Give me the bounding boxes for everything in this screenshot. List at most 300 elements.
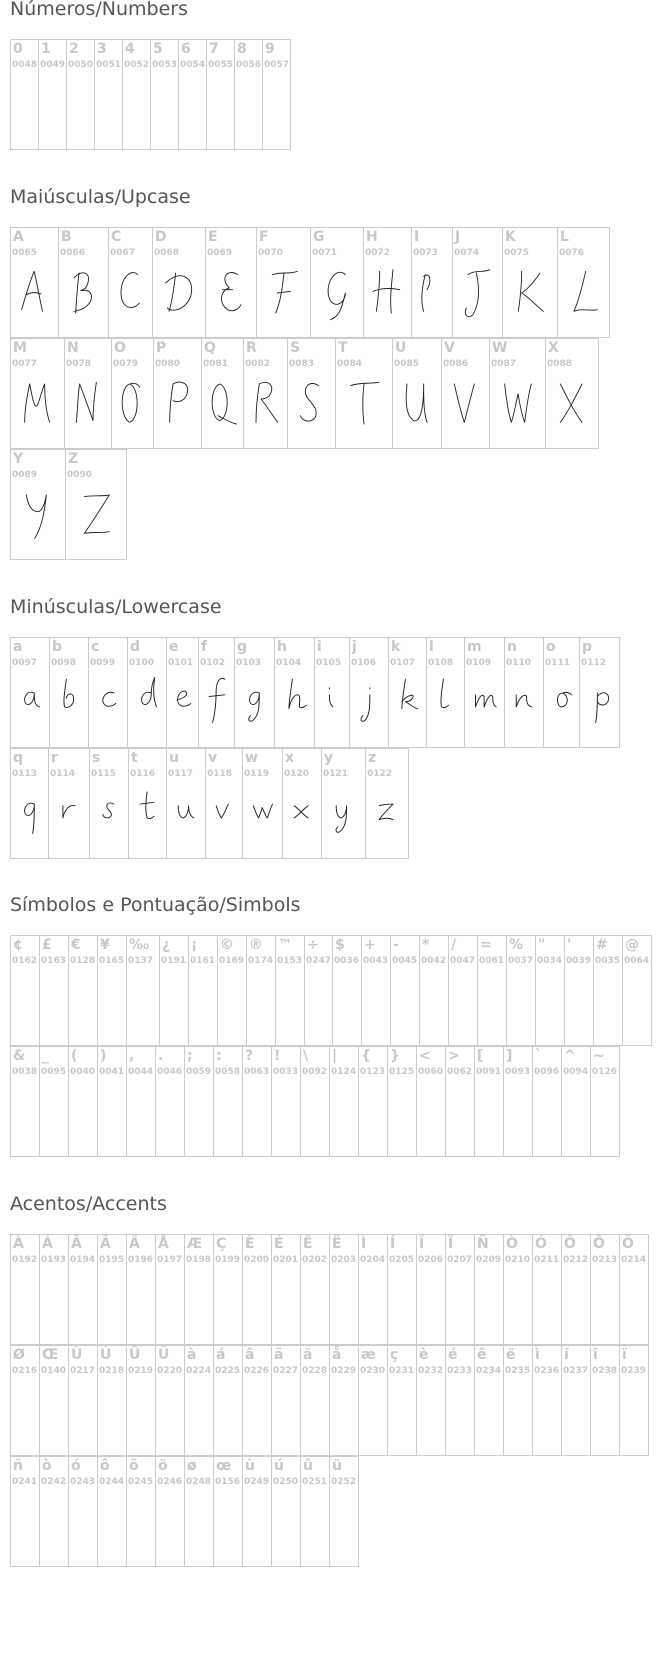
glyph-cell [256, 227, 311, 338]
glyph-cell [287, 338, 336, 449]
character-label: À [13, 1236, 24, 1252]
glyph-cell [150, 39, 179, 150]
script-glyph-sample [167, 674, 198, 740]
character-code: 0156 [215, 1477, 241, 1487]
character-code: 0220 [157, 1366, 183, 1376]
script-glyph-sample [11, 264, 58, 330]
script-glyph-sample [11, 674, 49, 740]
glyph-cell [242, 748, 283, 859]
character-label: x [285, 750, 295, 766]
glyph-cell [127, 637, 167, 748]
glyph-cell [234, 637, 275, 748]
character-label: Ì [361, 1236, 367, 1252]
glyph-cell [159, 935, 189, 1046]
section-title-numbers: Números/Numbers [10, 0, 188, 20]
character-code: 0055 [208, 60, 234, 70]
character-label: Ú [100, 1347, 112, 1363]
glyph-cell [94, 39, 123, 150]
glyph-cell [97, 1456, 127, 1567]
glyph-cell [335, 338, 393, 449]
character-label: Y [13, 451, 24, 467]
glyph-cell [300, 1345, 330, 1456]
character-code: 0192 [12, 1255, 38, 1265]
script-glyph-sample [257, 264, 310, 330]
character-code: 0048 [12, 60, 38, 70]
character-code: 0092 [302, 1067, 328, 1077]
character-code: 0057 [264, 60, 290, 70]
glyph-cell [332, 935, 362, 1046]
character-code: 0062 [447, 1067, 473, 1077]
character-label: ÷ [307, 937, 319, 953]
character-label: & [13, 1048, 26, 1064]
script-glyph-sample [11, 785, 48, 851]
character-label: ( [71, 1048, 78, 1064]
character-label: l [429, 639, 434, 655]
character-label: z [368, 750, 377, 766]
script-glyph-sample [90, 785, 128, 851]
character-code: 0099 [90, 658, 116, 668]
character-label: { [361, 1048, 371, 1064]
glyph-cell [387, 1046, 417, 1157]
character-code: 0227 [273, 1366, 299, 1376]
character-code: 0104 [276, 658, 302, 668]
character-label: ã [274, 1347, 284, 1363]
character-code: 0169 [219, 956, 245, 966]
character-code: 0047 [450, 956, 476, 966]
character-label: ¥ [100, 937, 110, 953]
character-label: C [111, 229, 122, 245]
character-label: k [391, 639, 401, 655]
character-label: : [216, 1048, 222, 1064]
character-code: 0051 [96, 60, 122, 70]
glyph-cell [126, 935, 160, 1046]
script-glyph-sample [11, 486, 65, 552]
character-code: 0112 [581, 658, 607, 668]
character-label: V [444, 340, 455, 356]
character-code: 0111 [545, 658, 571, 668]
character-label: $ [335, 937, 345, 953]
character-label: / [451, 937, 457, 953]
glyph-cell [184, 1345, 214, 1456]
character-code: 0056 [236, 60, 262, 70]
section-title-accents: Acentos/Accents [10, 1193, 167, 1215]
character-label: Ç [216, 1236, 227, 1252]
glyph-cell [10, 1046, 40, 1157]
character-label: > [448, 1048, 460, 1064]
character-code: 0232 [418, 1366, 444, 1376]
glyph-cell [65, 449, 127, 560]
glyph-cell [242, 1456, 272, 1567]
glyph-cell [532, 1345, 562, 1456]
script-glyph-sample [235, 674, 274, 740]
character-code: 0119 [244, 769, 270, 779]
character-label: % [509, 937, 524, 953]
character-code: 0212 [563, 1255, 589, 1265]
character-label: ; [187, 1048, 193, 1064]
character-label: w [245, 750, 258, 766]
character-label: Å [158, 1236, 169, 1252]
character-label: e [169, 639, 179, 655]
script-glyph-sample [442, 375, 489, 441]
character-code: 0076 [559, 248, 585, 258]
script-glyph-sample [154, 375, 201, 441]
character-code: 0087 [491, 359, 517, 369]
character-label: - [393, 937, 399, 953]
character-code: 0108 [428, 658, 454, 668]
character-label: é [448, 1347, 458, 1363]
glyph-cell [271, 1345, 301, 1456]
script-glyph-sample [546, 375, 598, 441]
character-label: 7 [209, 41, 219, 57]
glyph-cell [10, 338, 65, 449]
character-code: 0161 [190, 956, 216, 966]
glyph-cell [152, 227, 206, 338]
glyph-cell [10, 935, 40, 1046]
character-code: 0040 [70, 1067, 96, 1077]
character-label: ï [622, 1347, 627, 1363]
character-code: 0137 [128, 956, 154, 966]
character-code: 0202 [302, 1255, 328, 1265]
character-label: ò [42, 1458, 52, 1474]
glyph-cell [97, 1345, 127, 1456]
character-label: œ [216, 1458, 232, 1474]
character-code: 0054 [180, 60, 206, 70]
glyph-cell [489, 338, 546, 449]
character-label: M [13, 340, 27, 356]
script-glyph-sample [283, 785, 321, 851]
glyph-cell [329, 1345, 359, 1456]
glyph-cell [205, 748, 243, 859]
glyph-cell [561, 1234, 591, 1345]
glyph-cell [66, 39, 95, 150]
glyph-cell [97, 935, 127, 1046]
character-code: 0195 [99, 1255, 125, 1265]
character-label: _ [42, 1048, 49, 1064]
character-label: ~ [593, 1048, 605, 1064]
script-glyph-sample [202, 375, 243, 441]
character-label: ¡ [191, 937, 198, 953]
glyph-row [10, 1234, 648, 1345]
character-label: ! [274, 1048, 281, 1064]
character-code: 0226 [244, 1366, 270, 1376]
character-label: | [332, 1048, 338, 1064]
character-label: D [155, 229, 167, 245]
character-label: Ï [448, 1236, 454, 1252]
glyph-row [10, 1345, 648, 1456]
glyph-cell [300, 1456, 330, 1567]
character-label: u [169, 750, 179, 766]
section-title-lowercase: Minúsculas/Lowercase [10, 596, 222, 618]
script-glyph-sample [112, 375, 153, 441]
character-label: Î [419, 1236, 425, 1252]
glyph-row [10, 39, 290, 150]
character-code: 0229 [331, 1366, 357, 1376]
glyph-cell [474, 1046, 504, 1157]
character-code: 0219 [128, 1366, 154, 1376]
glyph-cell [242, 1234, 272, 1345]
character-code: 0069 [207, 248, 233, 258]
script-glyph-sample [244, 375, 287, 441]
character-code: 0205 [389, 1255, 415, 1265]
character-label: Ø [13, 1347, 25, 1363]
glyph-cell [58, 227, 109, 338]
character-label: b [52, 639, 63, 655]
glyph-cell [213, 1456, 243, 1567]
character-code: 0243 [70, 1477, 96, 1487]
character-label: ' [567, 937, 572, 953]
glyph-cell [411, 227, 453, 338]
glyph-cell [10, 449, 66, 560]
character-label: ù [245, 1458, 255, 1474]
script-glyph-sample [544, 674, 579, 740]
character-code: 0034 [537, 956, 563, 966]
character-code: 0235 [505, 1366, 531, 1376]
character-code: 0043 [363, 956, 389, 966]
glyph-cell [474, 1234, 504, 1345]
glyph-cell [88, 637, 128, 748]
script-glyph-sample [153, 264, 205, 330]
script-glyph-sample [206, 264, 256, 330]
script-glyph-sample [129, 785, 166, 851]
glyph-cell [213, 1234, 243, 1345]
character-code: 0100 [129, 658, 155, 668]
character-code: 0162 [12, 956, 38, 966]
character-label: a [13, 639, 23, 655]
glyph-cell [622, 935, 652, 1046]
glyph-cell [321, 748, 366, 859]
character-code: 0045 [392, 956, 418, 966]
script-glyph-sample [315, 674, 349, 740]
script-glyph-sample [558, 264, 609, 330]
script-glyph-sample [199, 674, 234, 740]
glyph-cell [300, 1046, 330, 1157]
character-code: 0225 [215, 1366, 241, 1376]
character-code: 0066 [60, 248, 86, 258]
character-label: t [131, 750, 138, 766]
glyph-cell [178, 39, 207, 150]
glyph-cell [206, 39, 235, 150]
character-label: Â [71, 1236, 82, 1252]
character-label: õ [129, 1458, 139, 1474]
character-code: 0198 [186, 1255, 212, 1265]
character-label: Í [390, 1236, 396, 1252]
character-code: 0097 [12, 658, 38, 668]
script-glyph-sample [206, 785, 242, 851]
glyph-cell [10, 1345, 40, 1456]
character-code: 0140 [41, 1366, 67, 1376]
script-glyph-sample [65, 375, 111, 441]
glyph-cell [234, 39, 263, 150]
glyph-cell [557, 227, 610, 338]
character-label: c [91, 639, 100, 655]
character-code: 0116 [130, 769, 156, 779]
character-label: ì [535, 1347, 540, 1363]
character-label: ç [390, 1347, 399, 1363]
glyph-cell [184, 1234, 214, 1345]
character-label: ñ [13, 1458, 23, 1474]
glyph-cell [445, 1345, 475, 1456]
character-code: 0228 [302, 1366, 328, 1376]
character-code: 0064 [624, 956, 650, 966]
character-code: 0080 [155, 359, 181, 369]
glyph-cell [282, 748, 322, 859]
character-label: Ó [535, 1236, 547, 1252]
character-label: Ò [506, 1236, 518, 1252]
character-code: 0086 [443, 359, 469, 369]
character-code: 0063 [244, 1067, 270, 1077]
glyph-cell [388, 637, 427, 748]
character-label: p [582, 639, 593, 655]
character-label: ó [71, 1458, 81, 1474]
character-code: 0233 [447, 1366, 473, 1376]
character-label: í [564, 1347, 569, 1363]
character-label: [ [477, 1048, 484, 1064]
character-label: 0 [13, 41, 23, 57]
glyph-row [10, 338, 598, 449]
glyph-cell [564, 935, 594, 1046]
character-label: O [114, 340, 126, 356]
glyph-cell [97, 1046, 127, 1157]
character-code: 0210 [505, 1255, 531, 1265]
character-code: 0249 [244, 1477, 270, 1487]
character-label: ø [187, 1458, 197, 1474]
character-code: 0101 [168, 658, 194, 668]
character-label: Û [129, 1347, 141, 1363]
glyph-cell [503, 1345, 533, 1456]
character-label: T [338, 340, 348, 356]
glyph-cell [246, 935, 276, 1046]
glyph-cell [10, 637, 50, 748]
glyph-cell [358, 1234, 388, 1345]
script-glyph-sample [167, 785, 205, 851]
character-label: ® [249, 937, 263, 953]
character-label: ‰ [129, 937, 150, 953]
character-code: 0247 [306, 956, 332, 966]
character-code: 0084 [337, 359, 363, 369]
glyph-cell [166, 637, 199, 748]
character-code: 0114 [50, 769, 76, 779]
character-code: 0037 [508, 956, 534, 966]
glyph-cell [122, 39, 151, 150]
glyph-row [10, 449, 126, 560]
character-code: 0107 [390, 658, 416, 668]
character-label: . [158, 1048, 164, 1064]
character-label: P [156, 340, 167, 356]
glyph-cell [416, 1234, 446, 1345]
character-label: X [548, 340, 559, 356]
character-code: 0071 [312, 248, 338, 258]
character-label: è [419, 1347, 429, 1363]
character-code: 0098 [51, 658, 77, 668]
script-glyph-sample [364, 264, 411, 330]
character-code: 0123 [360, 1067, 386, 1077]
character-label: R [246, 340, 257, 356]
character-code: 0120 [284, 769, 310, 779]
character-code: 0106 [351, 658, 377, 668]
character-label: ö [158, 1458, 168, 1474]
character-code: 0203 [331, 1255, 357, 1265]
character-code: 0193 [41, 1255, 67, 1265]
character-label: n [507, 639, 517, 655]
script-glyph-sample [505, 674, 543, 740]
glyph-cell [217, 935, 247, 1046]
character-code: 0095 [41, 1067, 67, 1077]
character-code: 0068 [154, 248, 180, 258]
glyph-cell [201, 338, 244, 449]
glyph-cell [213, 1345, 243, 1456]
character-code: 0204 [360, 1255, 386, 1265]
glyph-cell [445, 1046, 475, 1157]
character-code: 0079 [113, 359, 139, 369]
glyph-cell [358, 1046, 388, 1157]
character-label: á [216, 1347, 226, 1363]
character-code: 0199 [215, 1255, 241, 1265]
character-code: 0251 [302, 1477, 328, 1487]
character-code: 0231 [389, 1366, 415, 1376]
character-label: Æ [187, 1236, 203, 1252]
character-label: d [130, 639, 141, 655]
character-label: 5 [153, 41, 163, 57]
character-code: 0081 [203, 359, 229, 369]
character-code: 0124 [331, 1067, 357, 1077]
character-code: 0128 [70, 956, 96, 966]
glyph-cell [89, 748, 129, 859]
glyph-cell [387, 1345, 417, 1456]
glyph-cell [349, 637, 389, 748]
glyph-cell [97, 1234, 127, 1345]
character-code: 0245 [128, 1477, 154, 1487]
character-label: Œ [42, 1347, 59, 1363]
character-label: = [480, 937, 492, 953]
character-code: 0035 [595, 956, 621, 966]
script-glyph-sample [66, 486, 126, 552]
character-label: @ [625, 937, 639, 953]
character-label: ä [303, 1347, 313, 1363]
glyph-cell [213, 1046, 243, 1157]
script-glyph-sample [427, 674, 464, 740]
character-code: 0194 [70, 1255, 96, 1265]
character-label: 8 [237, 41, 247, 57]
character-code: 0248 [186, 1477, 212, 1487]
glyph-cell [593, 935, 623, 1046]
character-label: m [467, 639, 482, 655]
character-label: © [220, 937, 234, 953]
glyph-cell [271, 1046, 301, 1157]
character-code: 0206 [418, 1255, 444, 1265]
character-label: # [596, 937, 608, 953]
character-code: 0096 [534, 1067, 560, 1077]
glyph-cell [10, 227, 59, 338]
glyph-cell [416, 1046, 446, 1157]
script-glyph-sample [128, 674, 166, 740]
script-glyph-sample [109, 264, 152, 330]
glyph-cell [590, 1345, 620, 1456]
character-code: 0044 [128, 1067, 154, 1077]
glyph-cell [504, 637, 544, 748]
character-label: Õ [593, 1236, 605, 1252]
character-label: i [317, 639, 322, 655]
character-code: 0211 [534, 1255, 560, 1265]
glyph-cell [68, 1046, 98, 1157]
character-code: 0089 [12, 470, 38, 480]
glyph-cell [619, 1234, 649, 1345]
character-label: I [414, 229, 420, 245]
character-code: 0153 [277, 956, 303, 966]
character-code: 0109 [466, 658, 492, 668]
character-label: É [274, 1236, 284, 1252]
script-glyph-sample [243, 785, 282, 851]
glyph-cell [619, 1345, 649, 1456]
